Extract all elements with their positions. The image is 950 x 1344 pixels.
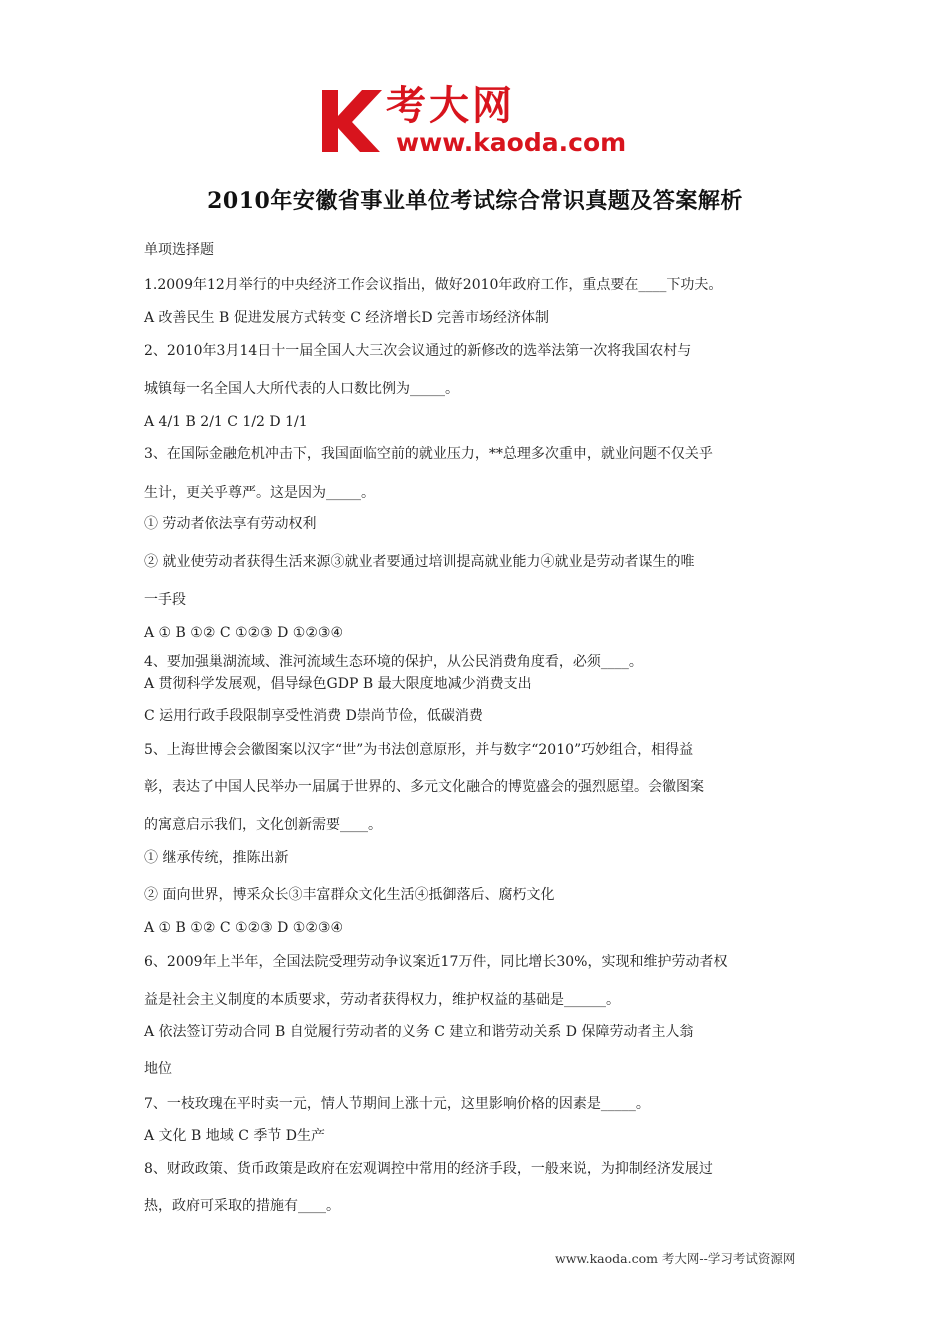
question-5-line-3: 的寓意启示我们，文化创新需要____。	[144, 817, 382, 833]
question-7: 7、一枝玫瑰在平时卖一元，情人节期间上涨十元，这里影响价格的因素是_____。	[144, 1096, 650, 1112]
question-4-options-cd: C 运用行政手段限制享受性消费 D崇尚节俭，低碳消费	[144, 708, 483, 724]
kaoda-logo	[318, 82, 638, 164]
question-3-item-2-cont: 一手段	[144, 592, 186, 608]
question-3-item-2: ② 就业使劳动者获得生活来源③就业者要通过培训提高就业能力④就业是劳动者谋生的唯	[144, 554, 695, 570]
section-heading: 单项选择题	[144, 242, 214, 258]
logo-k-mark	[318, 82, 390, 158]
question-6-line-2: 益是社会主义制度的本质要求，劳动者获得权力，维护权益的基础是______。	[144, 992, 620, 1008]
logo-url-text: www.kaoda.com	[396, 128, 627, 157]
question-6-options-cont: 地位	[144, 1061, 172, 1077]
question-4-options-ab: A 贯彻科学发展观，倡导绿色GDP B 最大限度地减少消费支出	[144, 676, 532, 692]
question-3-item-1: ① 劳动者依法享有劳动权利	[144, 516, 317, 532]
question-5-line-2: 彰，表达了中国人民举办一届属于世界的、多元文化融合的博览盛会的强烈愿望。会徽图案	[144, 779, 704, 795]
question-3-line-1: 3、在国际金融危机冲击下，我国面临空前的就业压力，**总理多次重申，就业问题不仅关乎	[144, 446, 713, 462]
question-1: 1.2009年12月举行的中央经济工作会议指出，做好2010年政府工作，重点要在____下功夫。	[144, 277, 723, 293]
question-5-line-1: 5、上海世博会会徽图案以汉字“世”为书法创意原形，并与数字“2010”巧妙组合，相得益	[144, 742, 694, 758]
question-5-item-1: ① 继承传统，推陈出新	[144, 850, 289, 866]
question-2-line-2: 城镇每一名全国人大所代表的人口数比例为_____。	[144, 381, 459, 397]
question-1-options: A 改善民生 B 促进发展方式转变 C 经济增长D 完善市场经济体制	[144, 310, 550, 326]
question-3-line-2: 生计，更关乎尊严。这是因为_____。	[144, 485, 375, 501]
question-5-item-2: ② 面向世界，博采众长③丰富群众文化生活④抵御落后、腐朽文化	[144, 887, 555, 903]
question-8-line-2: 热，政府可采取的措施有____。	[144, 1198, 340, 1214]
question-3-options: A ① B ①② C ①②③ D ①②③④	[144, 625, 343, 641]
question-6-options: A 依法签订劳动合同 B 自觉履行劳动者的义务 C 建立和谐劳动关系 D 保障劳动者主人翁	[144, 1024, 694, 1040]
question-5-options: A ① B ①② C ①②③ D ①②③④	[144, 920, 343, 936]
question-7-options: A 文化 B 地域 C 季节 D生产	[144, 1128, 326, 1144]
question-6-line-1: 6、2009年上半年，全国法院受理劳动争议案近17万件，同比增长30%，实现和维护劳动者权	[144, 954, 728, 970]
logo-chinese-text: 考大网	[386, 83, 515, 129]
page-footer: www.kaoda.com 考大网--学习考试资源网	[555, 1251, 796, 1266]
question-2-options: A 4/1 B 2/1 C 1/2 D 1/1	[144, 414, 308, 430]
page-title: 2010年安徽省事业单位考试综合常识真题及答案解析	[207, 188, 743, 214]
question-8-line-1: 8、财政政策、货币政策是政府在宏观调控中常用的经济手段，一般来说，为抑制经济发展过	[144, 1161, 713, 1177]
question-4: 4、要加强巢湖流域、淮河流域生态环境的保护，从公民消费角度看，必须____。	[144, 654, 643, 670]
question-2-line-1: 2、2010年3月14日十一届全国人大三次会议通过的新修改的选举法第一次将我国农村与	[144, 343, 692, 359]
